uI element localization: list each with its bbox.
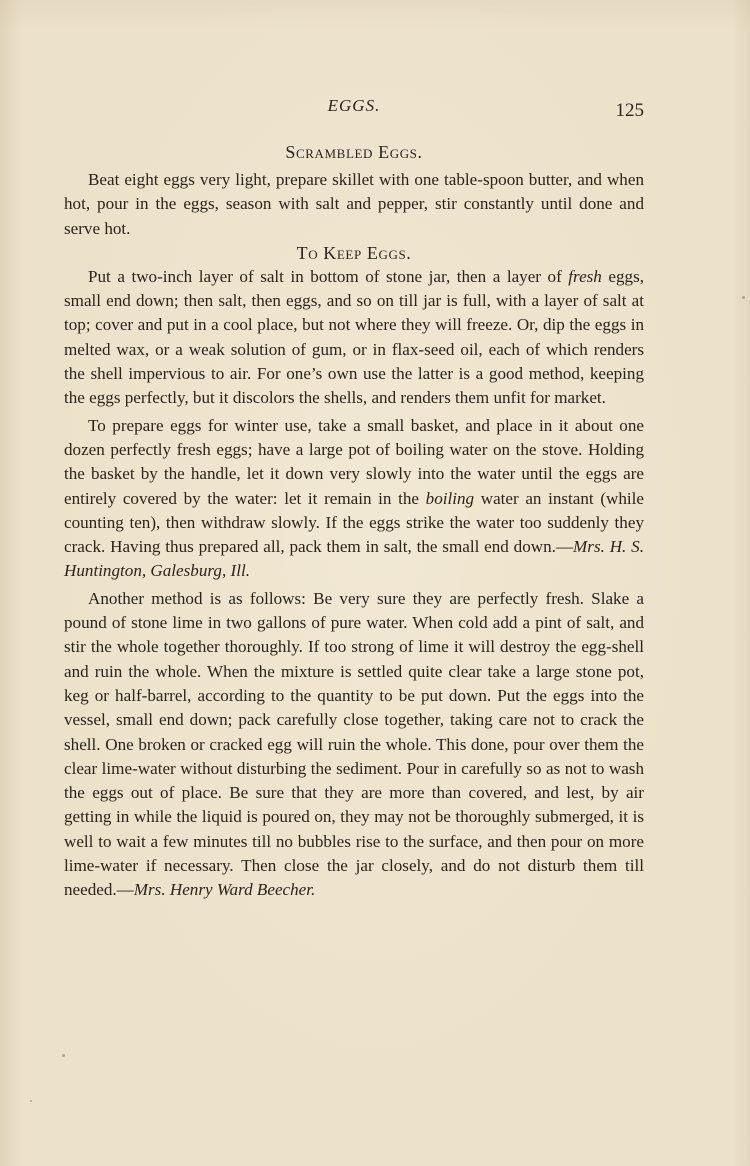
paragraph-text: Another method is as follows: Be very sure they are perfectly fresh. Slake a pound of stone lime in two gallons of pure water. When cold add a pint of salt, and stir the whole together thoroughly. If too strong of lime it will destroy the egg-shell and ruin the whole. When the mixture is settled quite clear take a large stone pot, keg or half-barrel, according to the quantity to be put down. Put the eggs into the vessel, small end down; pack carefully close together, taking care not to crack the shell. One broken or cracked egg will ruin the whole. This done, pour over them the clear lime-water without disturbing the sediment. Pour in carefully so as not to wash the eggs out of place. Be sure that they are more than covered, and lest, by air getting in while the liquid is poured on, they may not be thoroughly submerged, it is well to wait a few minutes till no bubbles rise to the surface, and then pour on more lime-water if necessary. Then close the jar closely, and do not disturb them till needed.— <box>64 588 644 900</box>
paragraph-salt-method <box>64 265 644 411</box>
paragraph-scrambled-eggs <box>64 168 644 241</box>
attribution: Mrs. Henry Ward Beecher. <box>133 880 316 900</box>
section-heading-to-keep-eggs: To Keep Eggs. <box>296 242 412 263</box>
paragraph-text: eggs, small end down; then salt, then eggs, and so on till jar is full, with a layer of salt at top; cover and put in a cool place, but not where they will freeze. Or, dip the eggs in melted wax, or a weak solution of gum, or in flax-seed oil, each of which renders the shell impervious to air. For one’s own use the latter is a good method, keeping the eggs perfectly, but it discolors the shells, and renders them unfit for market. <box>64 266 644 408</box>
running-head-title: EGGS. <box>327 96 381 115</box>
paragraph-text: Beat eight eggs very light, prepare skillet with one table-spoon butter, and when hot, pour in the eggs, season with salt and pepper, stir constantly until done and serve hot. <box>64 170 644 238</box>
page-number: 125 <box>615 100 644 121</box>
paragraph-winter-use <box>64 414 644 584</box>
paragraph-text: Put a two-inch layer of salt in bottom of stone jar, then a layer of <box>88 266 569 286</box>
paper-speck <box>742 296 745 299</box>
book-page <box>64 96 644 903</box>
running-head <box>64 96 644 126</box>
paragraph-lime-water-method <box>64 587 644 903</box>
section-heading-scrambled-eggs: Scrambled Eggs. <box>285 142 423 162</box>
paragraph-text: To prepare eggs for winter use, take a small basket, and place in it about one dozen perfectly fresh eggs; have a large pot of boiling water on the stove. Holding the basket by the handle, let it down very slowly into the water until the eggs are entirely covered by the water: let it remain in the <box>64 415 644 508</box>
paper-speck <box>30 1100 32 1102</box>
paper-speck <box>62 1054 65 1057</box>
emphasized-word: boiling <box>425 488 475 508</box>
paragraph-text: water an instant (while counting ten), then withdraw slowly. If the eggs strike the water too suddenly they crack. Having thus prepared all, pack them in salt, the small end down.— <box>64 488 644 557</box>
emphasized-word: fresh <box>568 266 602 286</box>
attribution: Mrs. H. S. Huntington, Galesburg, Ill. <box>64 537 644 581</box>
